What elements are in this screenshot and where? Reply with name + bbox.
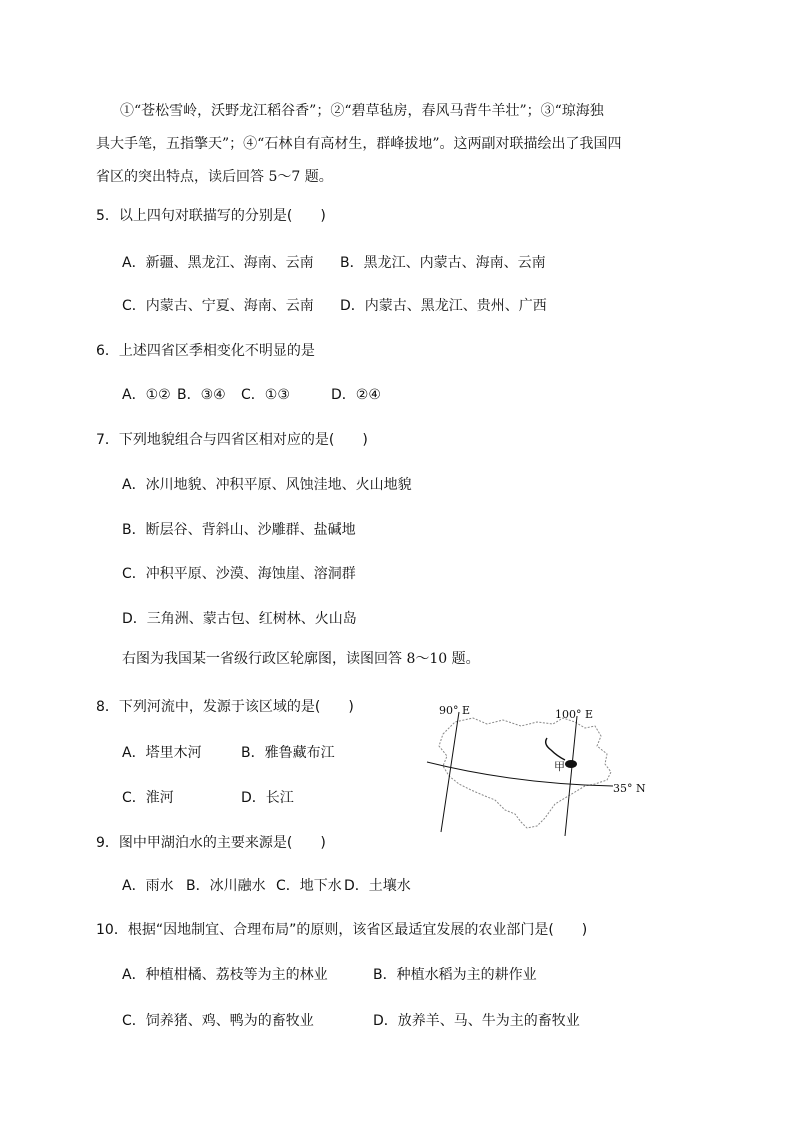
- question-5-stem: 5．以上四句对联描写的分别是( ): [96, 208, 326, 224]
- river-line: [546, 738, 565, 760]
- question-8-option-b: B．雅鲁藏布江: [241, 745, 335, 761]
- intro-paragraph: [96, 95, 720, 194]
- question-10-option-a: A．种植柑橘、荔枝等为主的林业: [122, 967, 328, 983]
- question-8-stem: 8．下列河流中，发源于该区域的是( ): [96, 699, 354, 715]
- lake-jia: [565, 760, 577, 768]
- question-9-option-b: B．冰川融水: [186, 878, 266, 894]
- question-6-option-d: D．②④: [331, 387, 381, 403]
- question-9-option-c: C．地下水: [276, 878, 342, 894]
- question-9-option-a: A．雨水: [122, 878, 174, 894]
- question-10-option-b: B．种植水稻为主的耕作业: [373, 967, 537, 983]
- question-9-stem: 9．图中甲湖泊水的主要来源是( ): [96, 835, 326, 851]
- question-9-option-d: D．土壤水: [344, 878, 411, 894]
- intro-line-3: 省区的突出特点，读后回答 5～7 题。: [96, 169, 333, 185]
- latitude-line-35: [427, 762, 613, 786]
- question-6-stem: 6．上述四省区季相变化不明显的是: [96, 343, 315, 359]
- lake-label: 甲: [554, 760, 565, 773]
- map-intro: 右图为我国某一省级行政区轮廓图，读图回答 8～10 题。: [122, 651, 480, 667]
- question-7-option-a: A．冰川地貌、冲积平原、风蚀洼地、火山地貌: [122, 477, 412, 493]
- longitude-line-90: [441, 712, 459, 832]
- longitude-line-100: [565, 716, 577, 836]
- question-7-stem: 7．下列地貌组合与四省区相对应的是( ): [96, 432, 368, 448]
- question-5-option-b: B．黑龙江、内蒙古、海南、云南: [340, 255, 546, 271]
- question-10-stem: 10．根据“因地制宜、合理布局”的原则，该省区最适宜发展的农业部门是( ): [96, 922, 588, 938]
- intro-line-1: ①“苍松雪岭，沃野龙江稻谷香”；②“碧草毡房，春风马背牛羊壮”；③“琼海独: [120, 103, 604, 119]
- question-5-option-a: A．新疆、黑龙江、海南、云南: [122, 255, 314, 271]
- lat-label-35: 35° N: [613, 782, 646, 795]
- question-6-option-b: B．③④: [177, 387, 226, 403]
- question-6-option-a: A．①②: [122, 387, 171, 403]
- question-5-option-d: D．内蒙古、黑龙江、贵州、广西: [340, 298, 547, 314]
- question-10-option-d: D．放养羊、马、牛为主的畜牧业: [373, 1013, 580, 1029]
- question-6-option-c: C．①③: [241, 387, 290, 403]
- question-10-option-c: C．饲养猪、鸡、鸭为的畜牧业: [122, 1013, 314, 1029]
- lon-label-90: 90° E: [439, 704, 471, 717]
- question-7-option-c: C．冲积平原、沙漠、海蚀崖、溶洞群: [122, 566, 356, 582]
- lon-label-100: 100° E: [555, 708, 594, 721]
- province-outline-map: [425, 700, 665, 840]
- intro-line-2: 具大手笔，五指擎天”；④“石林自有高材生，群峰拔地”。这两副对联描绘出了我国四: [96, 136, 622, 152]
- question-7-option-b: B．断层谷、背斜山、沙雕群、盐碱地: [122, 522, 356, 538]
- question-5-option-c: C．内蒙古、宁夏、海南、云南: [122, 298, 314, 314]
- question-8-option-d: D．长江: [241, 790, 294, 806]
- province-outline: [439, 718, 611, 828]
- question-7-option-d: D．三角洲、蒙古包、红树林、火山岛: [122, 611, 357, 627]
- question-8-option-c: C．淮河: [122, 790, 174, 806]
- question-8-option-a: A．塔里木河: [122, 745, 202, 761]
